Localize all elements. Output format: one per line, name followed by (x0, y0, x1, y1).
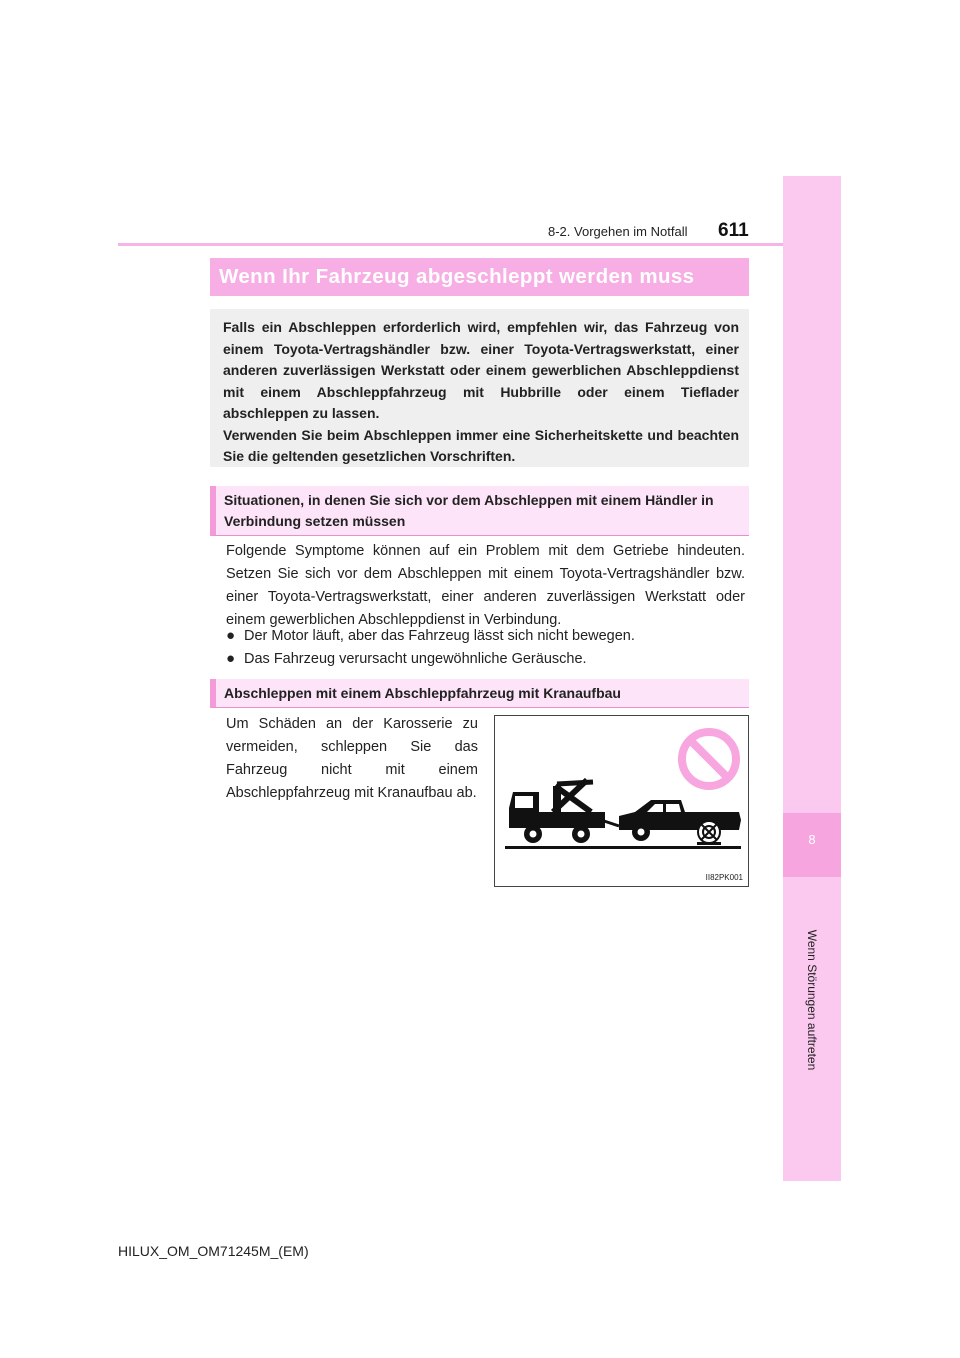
page-number: 611 (718, 220, 749, 241)
prohibition-slash (690, 740, 728, 778)
chapter-number: 8 (808, 832, 816, 847)
section-heading-crane (210, 679, 749, 708)
section-heading-dealer-text: Situationen, in denen Sie sich vor dem Abschleppen mit einem Händler in Verbindung setzen müssen (224, 492, 714, 529)
ground-line (505, 846, 741, 849)
section-heading-dealer (210, 486, 749, 536)
list-item (226, 624, 745, 648)
document-code: HILUX_OM_OM71245M_(EM) (118, 1243, 309, 1259)
bullet-icon: ● (226, 627, 236, 644)
crane-tow-illustration (495, 716, 748, 886)
section-label: 8-2. Vorgehen im Notfall (548, 224, 688, 239)
figure-code: II82PK001 (705, 873, 743, 882)
intro-paragraph-2: Verwenden Sie beim Abschleppen immer eine Sicherheitskette und beachten Sie die geltenden gesetzlichen Vorschriften. (223, 426, 739, 464)
page-title: Wenn Ihr Fahrzeug abgeschleppt werden muss (219, 265, 695, 288)
intro-paragraph-1: Falls ein Abschleppen erforderlich wird, empfehlen wir, das Fahrzeug von einem Toyota-Vertragshändler bzw. einer Toyota-Vertragswerkstatt, einer anderen zuverlässigen Werkstatt oder einem gewerblichen Abschleppdienst mit einem Abschleppfahrzeug mit Hubbrille oder einem Tieflader abschleppen zu lassen. (223, 319, 739, 421)
page-title-bar (210, 258, 749, 296)
crane-tow-figure (494, 715, 749, 887)
list-item-text: Der Motor läuft, aber das Fahrzeug lässt sich nicht bewegen. (244, 628, 635, 644)
list-item-text: Das Fahrzeug verursacht ungewöhnliche Geräusche. (244, 651, 587, 667)
prohibition-icon (682, 732, 736, 786)
section-dealer-body: Folgende Symptome können auf ein Problem mit dem Getriebe hindeuten. Setzen Sie sich vor dem Abschleppen mit einem Toyota-Vertragshändler bzw. einer Toyota-Vertragswerkstatt, einer anderen zuverlässigen Werkstatt oder einem gewerblichen Abschleppdienst in Verbindung. (226, 543, 745, 628)
list-item (226, 647, 745, 671)
bullet-icon: ● (226, 650, 236, 667)
section-crane-body: Um Schäden an der Karosserie zu vermeiden, schleppen Sie das Fahrzeug nicht mit einem Abschleppfahrzeug mit Kranaufbau ab. (226, 716, 478, 801)
section-heading-crane-text: Abschleppen mit einem Abschleppfahrzeug mit Kranaufbau (224, 685, 621, 701)
crane-tow-truck-icon (509, 780, 619, 843)
chapter-title: Wenn Störungen auftreten (805, 929, 819, 1071)
intro-box (210, 309, 749, 467)
pickup-truck-icon (619, 800, 741, 845)
header-rule (118, 243, 783, 246)
